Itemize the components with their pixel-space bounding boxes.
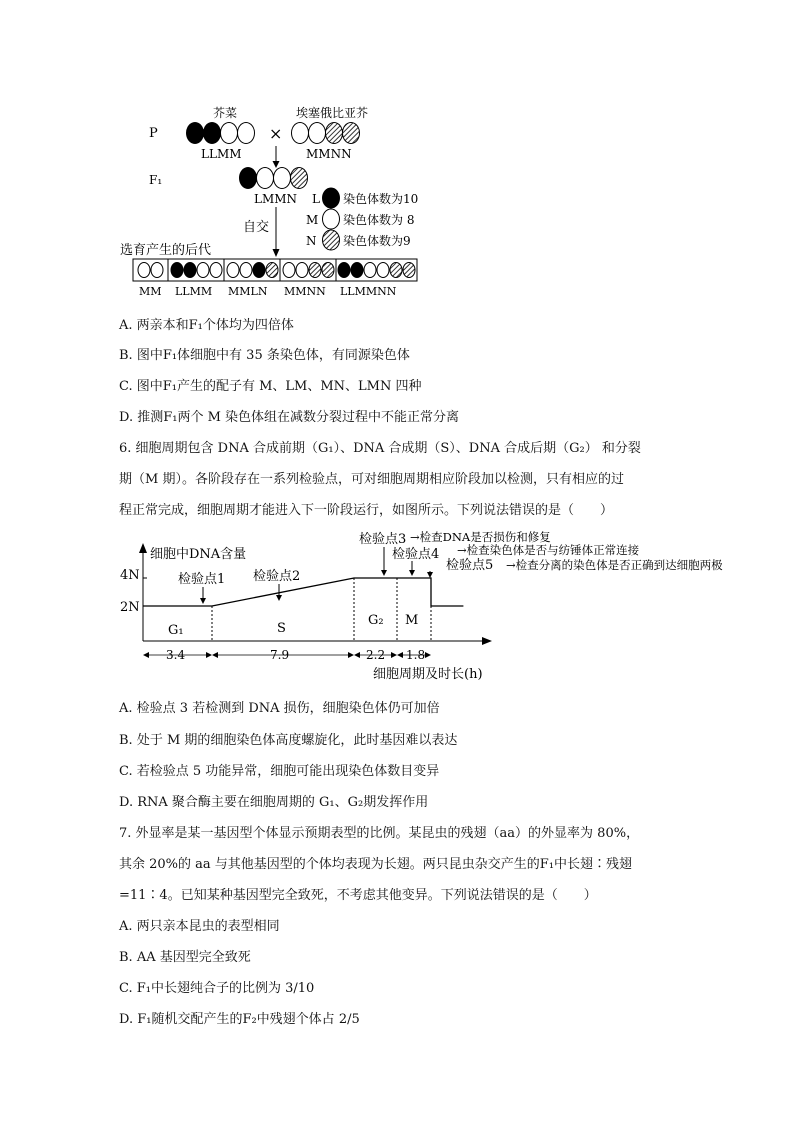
q6-option-a: A. 检验点 3 若检测到 DNA 损伤，细胞染色体仍可加倍 xyxy=(119,701,440,716)
x-axis-label: 细胞周期及时长(h) xyxy=(373,667,483,682)
duration-arrow-head xyxy=(425,652,431,658)
phase-label: M xyxy=(405,613,419,628)
q6-stem-line-3: 程正常完成，细胞周期才能进入下一阶段运行，如图所示。下列说法错误的是（ ） xyxy=(119,503,614,518)
duration-label: 3.4 xyxy=(166,648,186,662)
duration-label: 7.9 xyxy=(270,648,290,662)
q7-option-b: B. AA 基因型完全致死 xyxy=(119,950,251,965)
q6-option-c: C. 若检验点 5 功能异常，细胞可能出现染色体数目变异 xyxy=(119,764,440,779)
offspring-label: 选育产生的后代 xyxy=(120,243,212,258)
q6-option-d: D. RNA 聚合酶主要在细胞周期的 G₁、G₂期发挥作用 xyxy=(119,795,429,810)
offspring-genome: MMNN xyxy=(284,285,326,298)
checkpoint-arrow-head xyxy=(200,598,206,604)
q5-option-c: C. 图中F₁产生的配子有 M、LM、MN、LMN 四种 xyxy=(119,379,422,394)
legend-text-l: 染色体数为10 xyxy=(343,192,419,206)
ethiopian-genome: MMNN xyxy=(306,147,352,161)
x-axis-arrow xyxy=(482,637,492,645)
checkpoint-label: 检验点5 xyxy=(446,558,494,573)
parent-label: P xyxy=(149,126,158,141)
legend-text-n: 染色体数为9 xyxy=(343,234,411,248)
legend-letter-m: M xyxy=(306,213,319,227)
y-axis-arrow xyxy=(139,543,147,553)
legend-letter-l: L xyxy=(312,192,320,206)
ethiopian-mustard-label: 埃塞俄比亚芥 xyxy=(296,106,369,120)
q7-option-d: D. F₁随机交配产生的F₂中残翅个体占 2/5 xyxy=(119,1012,360,1027)
duration-label: 1.8 xyxy=(406,648,426,662)
y-tick-label: 4N xyxy=(120,568,140,583)
duration-arrow-head xyxy=(348,652,354,658)
checkpoint-label: 检验点1 xyxy=(178,572,226,587)
checkpoint-label: 检验点2 xyxy=(253,569,301,584)
offspring-genome: LLMMNN xyxy=(340,285,397,298)
duration-arrow-head xyxy=(206,652,212,658)
checkpoint-arrow-head xyxy=(381,570,387,576)
q5-option-a: A. 两亲本和F₁个体均为四倍体 xyxy=(119,318,294,333)
y-tick-label: 2N xyxy=(120,600,140,615)
phase-label: G₂ xyxy=(368,613,384,628)
checkpoint-note: →检查分离的染色体是否正确到达细胞两极 xyxy=(506,558,723,572)
checkpoint-label: 检验点3 xyxy=(359,532,407,547)
mustard-label: 芥菜 xyxy=(213,106,238,120)
offspring-genome: MM xyxy=(139,285,162,298)
phase-label: G₁ xyxy=(168,623,184,638)
q6-stem-line-2: 期（M 期）。各阶段存在一系列检验点，可对细胞周期相应阶段加以检测，只有相应的过 xyxy=(119,472,624,487)
q5-option-d: D. 推测F₁两个 M 染色体组在减数分裂过程中不能正常分离 xyxy=(119,410,460,425)
offspring-genome: MMLN xyxy=(228,285,268,298)
duration-arrow-head xyxy=(143,652,149,658)
duration-arrow-head xyxy=(354,652,360,658)
legend-letter-n: N xyxy=(306,234,317,248)
checkpoint-label: 检验点4 xyxy=(392,547,440,562)
q7-stem-line-2: 其余 20%的 aa 与其他基因型的个体均表现为长翅。两只昆虫杂交产生的F₁中长翅∶残翅 xyxy=(119,857,633,872)
duration-arrow-head xyxy=(397,652,403,658)
q7-stem-line-3: =11∶4。已知某种基因型完全致死，不考虑其他变异。下列说法错误的是（ ） xyxy=(119,888,597,903)
offspring-genome: LLMM xyxy=(175,285,213,298)
q6-stem-line-1: 6. 细胞周期包含 DNA 合成前期（G₁）、DNA 合成期（S）、DNA 合成后期（G₂） 和分裂 xyxy=(119,441,641,456)
checkpoint-note: →检查DNA是否损伤和修复 xyxy=(410,530,551,544)
checkpoint-arrow-head xyxy=(276,595,282,601)
checkpoint-arrow-head xyxy=(427,572,433,578)
duration-arrow-head xyxy=(212,652,218,658)
y-axis-label: 细胞中DNA含量 xyxy=(150,547,247,562)
q7-option-a: A. 两只亲本昆虫的表型相同 xyxy=(119,919,280,934)
cross-symbol: × xyxy=(269,124,283,143)
q7-option-c: C. F₁中长翅纯合子的比例为 3/10 xyxy=(119,981,315,996)
f1-label: F₁ xyxy=(149,173,163,187)
mustard-genome: LLMM xyxy=(201,147,242,161)
legend-text-m: 染色体数为 8 xyxy=(343,213,415,227)
q5-option-b: B. 图中F₁体细胞中有 35 条染色体，有同源染色体 xyxy=(119,348,410,363)
q6-option-b: B. 处于 M 期的细胞染色体高度螺旋化，此时基因难以表达 xyxy=(119,733,458,748)
f1-genome: LMMN xyxy=(254,192,298,206)
checkpoint-note: →检查染色体是否与纺锤体正常连接 xyxy=(457,543,640,557)
phase-label: S xyxy=(277,621,286,636)
selfing-label: 自交 xyxy=(243,220,270,235)
checkpoint-arrow-head xyxy=(409,570,415,576)
duration-label: 2.2 xyxy=(366,648,386,662)
q7-stem-line-1: 7. 外显率是某一基因型个体显示预期表型的比例。某昆虫的残翅（aa）的外显率为 80%， xyxy=(119,826,640,841)
duration-arrow-head xyxy=(391,652,397,658)
